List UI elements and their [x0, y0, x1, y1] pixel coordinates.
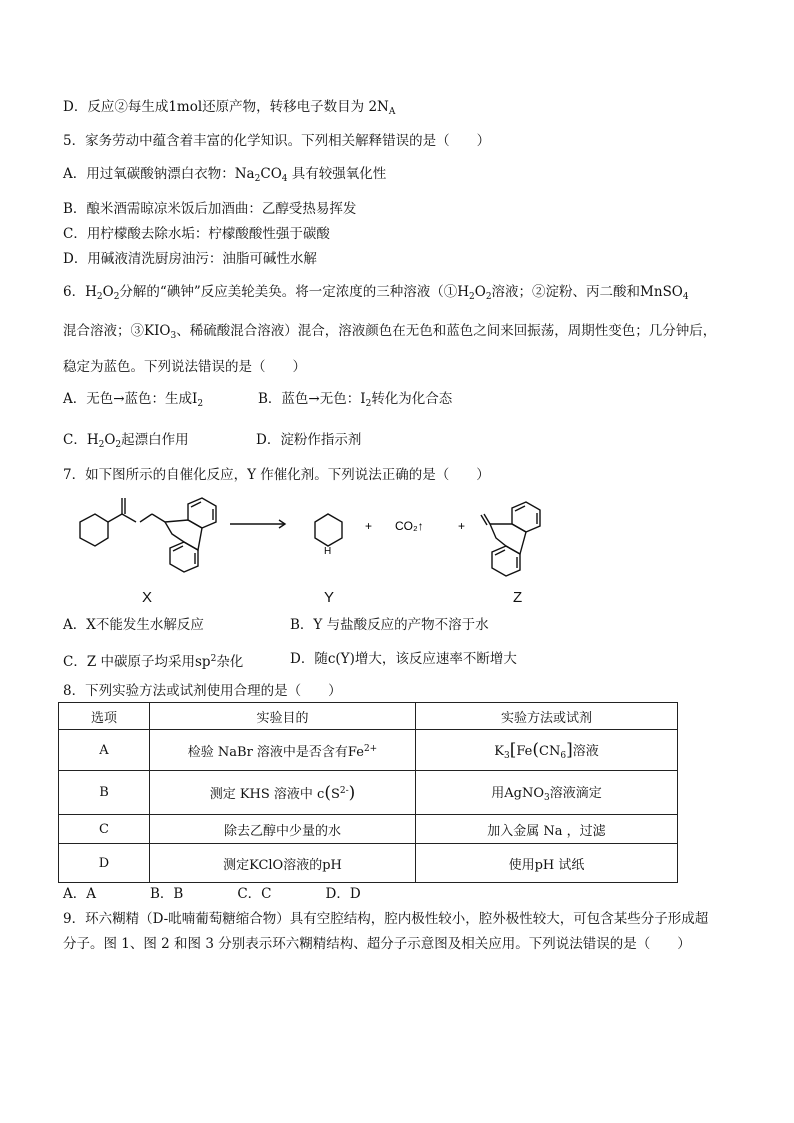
header-purpose: 实验目的	[150, 703, 416, 730]
q8-stem: 8．下列实验方法或试剂使用合理的是（ ）	[63, 683, 342, 699]
cell-method: 用AgNO$_3$溶液滴定	[416, 771, 678, 815]
cell-option: B	[59, 771, 150, 815]
q6-stem-line1: 6．$H_2O_2$分解的“碘钟”反应美轮美奂。将一定浓度的三种溶液（$①H_2O_2$溶液；②淀粉、丙二酸和MnSO$_4$	[63, 284, 689, 302]
z-fluorene-ring-top	[512, 502, 540, 532]
co2-label: CO₂↑	[395, 519, 424, 533]
label-x: X	[142, 589, 153, 606]
y-piperidine-ring	[315, 514, 342, 546]
table-row	[59, 815, 678, 844]
x-piperidine-ring	[80, 514, 108, 546]
x-fluorene-five-ring	[165, 520, 202, 550]
cell-purpose: 测定KClO溶液的pH	[150, 844, 416, 883]
label-y: Y	[324, 589, 335, 606]
table-header-row	[59, 703, 678, 730]
q6-option-c: C．$H_2O_2$起漂白作用	[63, 432, 189, 450]
q6-option-b: B．蓝色→无色：$I_2$转化为化合态	[258, 391, 453, 409]
q9-stem-line1: 9．环六糊精（D-吡喃葡萄糖缩合物）具有空腔结构，腔内极性较小，腔外极性较大，可包含某些分子形成超	[63, 911, 709, 927]
cell-option: A	[59, 730, 150, 771]
q6-option-d: D．淀粉作指示剂	[256, 432, 362, 448]
cell-option: C	[59, 815, 150, 844]
z-fluorene-ring-bottom	[492, 546, 520, 576]
table-row	[59, 730, 678, 771]
q4-option-d: D．反应②每生成1mol还原产物，转移电子数目为 $2N_A$	[63, 99, 396, 117]
z-fluorene-five-ring	[490, 524, 526, 554]
q7-option-b: B．Y 与盐酸反应的产物不溶于水	[290, 617, 489, 633]
q5-option-b: B．酿米酒需晾凉米饭后加酒曲：乙醇受热易挥发	[63, 201, 357, 217]
cell-method: 使用pH 试纸	[416, 844, 678, 883]
q8-answer-options: A．A B．B C．C D．D	[63, 886, 361, 902]
q5-stem: 5．家务劳动中蕴含着丰富的化学知识。下列相关解释错误的是（ ）	[63, 133, 491, 149]
cell-method: 加入金属 Na ，过滤	[416, 815, 678, 844]
cell-option: D	[59, 844, 150, 883]
q7-reaction-scheme	[60, 490, 580, 585]
q9-stem-line2: 分子。图 1、图 2 和图 3 分别表示环六糊精结构、超分子示意图及相关应用。下列说法错误的是（ ）	[63, 936, 691, 952]
x-fluorene-ring-top	[188, 498, 216, 528]
experiment-table	[58, 702, 678, 883]
q5-option-d: D．用碱液清洗厨房油污：油脂可碱性水解	[63, 251, 317, 267]
q6-option-a: A．无色→蓝色：生成$I_2$	[63, 391, 204, 409]
q7-option-c: C．Z 中碳原子均采用$sp^2$杂化	[63, 654, 244, 670]
y-nh-label: H	[324, 546, 332, 557]
q6-stem-line3: 稳定为蓝色。下列说法错误的是（ ）	[63, 359, 306, 375]
plus-sign-1: +	[365, 519, 373, 533]
cell-purpose: 测定 KHS 溶液中 $c(S^{2-})$	[150, 771, 416, 815]
x-fluorene-ring-bottom	[170, 542, 198, 572]
cell-purpose: 检验 NaBr 溶液中是否含有$Fe^{2+}$	[150, 730, 416, 771]
label-z: Z	[513, 589, 523, 606]
q7-option-a: A．X不能发生水解反应	[63, 617, 204, 633]
cell-method: $K_3[Fe(CN_6]$溶液	[416, 730, 678, 771]
q5-option-a: A．用过氧碳酸钠漂白衣物：$Na_2CO_4$ 具有较强氧化性	[63, 166, 387, 184]
plus-sign-2: +	[458, 519, 466, 533]
table-row	[59, 844, 678, 883]
q7-stem: 7．如下图所示的自催化反应，Y 作催化剂。下列说法正确的是（ ）	[63, 467, 490, 483]
header-method: 实验方法或试剂	[416, 703, 678, 730]
header-option: 选项	[59, 703, 150, 730]
q5-option-c: C．用柠檬酸去除水垢：柠檬酸酸性强于碳酸	[63, 226, 330, 242]
q7-option-d: D．随c(Y)增大，该反应速率不断增大	[290, 651, 517, 667]
cell-purpose: 除去乙醇中少量的水	[150, 815, 416, 844]
q6-stem-line2: 混合溶液；$③KIO_3$、稀硫酸混合溶液）混合，溶液颜色在无色和蓝色之间来回振荡，周期性变色；几分钟后，	[63, 323, 717, 341]
table-row	[59, 771, 678, 815]
